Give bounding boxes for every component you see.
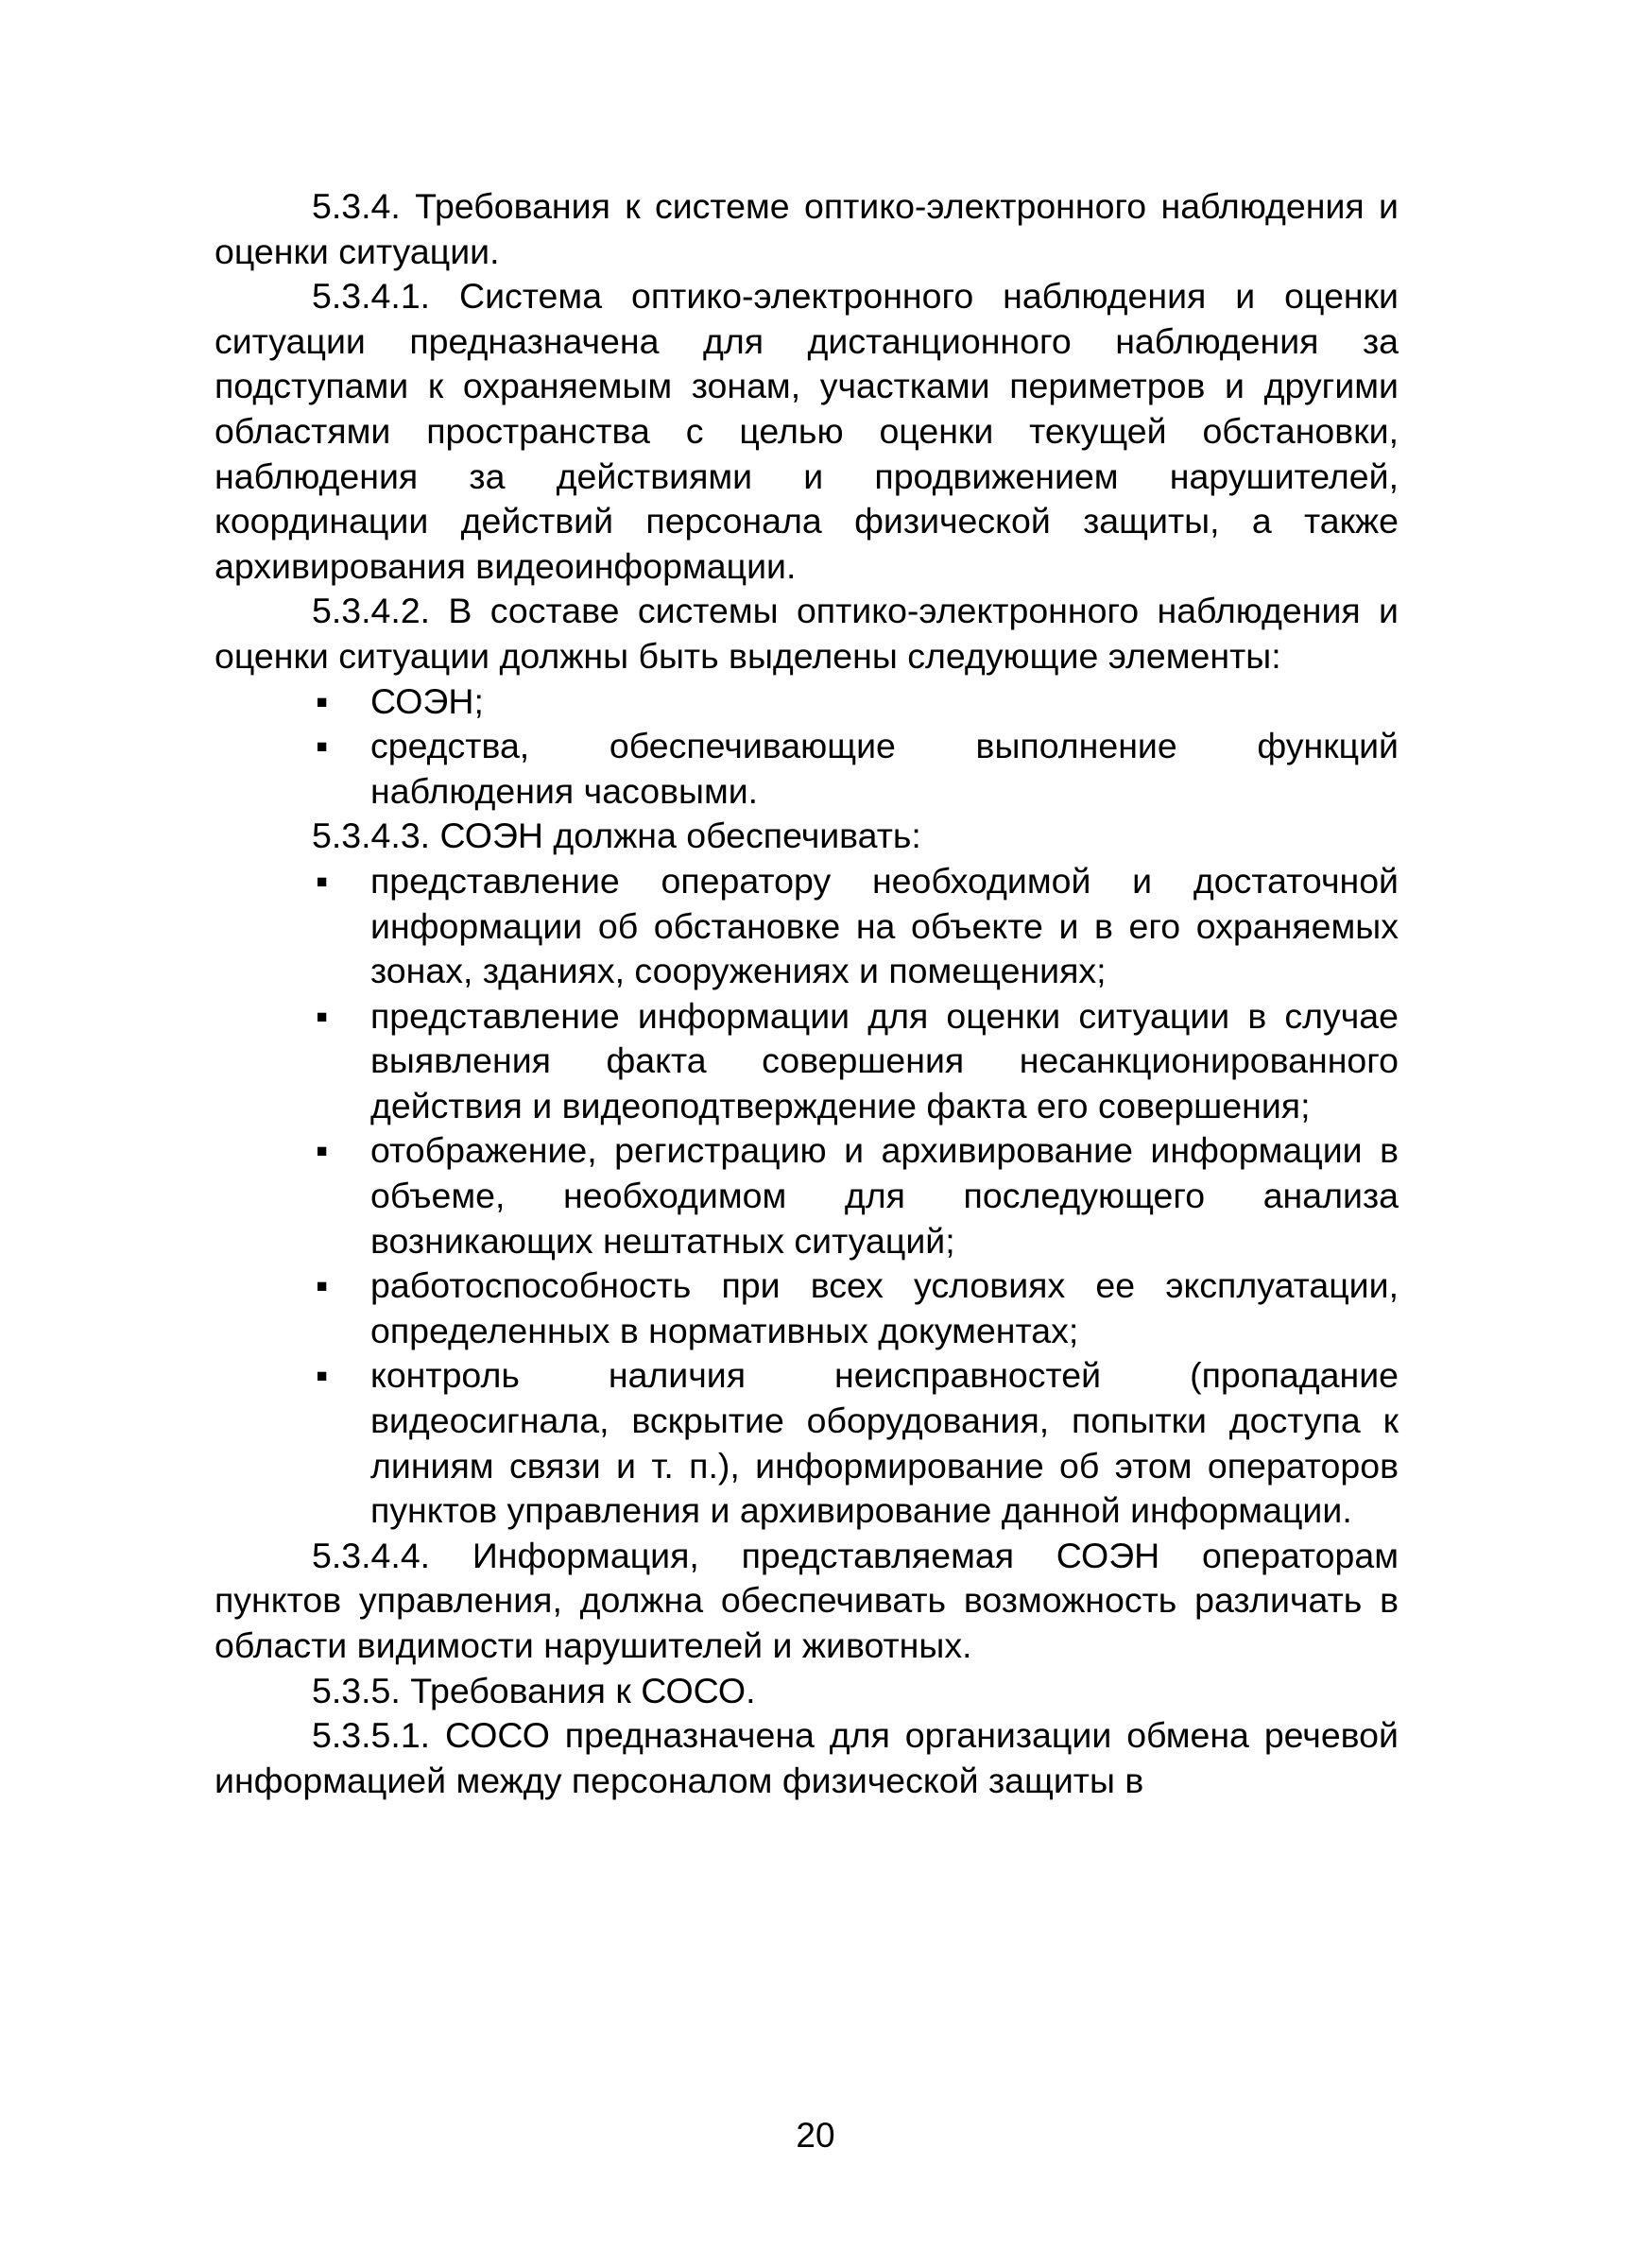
- section-heading-5-3-5: 5.3.5. Требования к СОСО.: [312, 1670, 756, 1710]
- bullet-icon: ▪: [316, 995, 329, 1036]
- paragraph-5-3-4-1: 5.3.4.1. Система оптико-электронного наблюдения и оценки ситуации предназначена для дистанционного наблюдения за подступами к охраняемым зонам, участками периметров и другими областями пространства с целью оценки текущей обстановки, наблюдения за действиями и продвижением нарушителей, координации действий персонала физической защиты, а также архивирования видеоинформации.: [215, 276, 1399, 586]
- page-number: 20: [796, 2116, 835, 2155]
- bullet-list-requirements: [215, 859, 1399, 1534]
- list-item-text: представление оператору необходимой и достаточной информации об обстановке на объекте и в его охраняемых зонах, зданиях, сооружениях и помещениях;: [370, 860, 1399, 991]
- bullet-icon: ▪: [316, 680, 329, 721]
- list-item: [316, 1353, 1399, 1533]
- list-item-text: представление информации для оценки ситуации в случае выявления факта совершения несанкционированного действия и видеоподтверждение факта его совершения;: [370, 995, 1399, 1125]
- paragraph-5-3-4-3: 5.3.4.3. СОЭН должна обеспечивать:: [312, 816, 921, 856]
- list-item: [316, 724, 1399, 814]
- document-body: [215, 184, 1399, 1803]
- bullet-icon: ▪: [316, 726, 329, 766]
- list-item-text: средства, обеспечивающие выполнение функций наблюдения часовыми.: [370, 726, 1399, 811]
- section-heading-5-3-4: 5.3.4. Требования к системе оптико-электронного наблюдения и оценки ситуации.: [215, 186, 1399, 271]
- paragraph-5-3-4-2: 5.3.4.2. В составе системы оптико-электронного наблюдения и оценки ситуации должны быть выделены следующие элементы:: [215, 591, 1399, 676]
- paragraph-5-3-5-1: 5.3.5.1. СОСО предназначена для организации обмена речевой информацией между персоналом физической защиты в: [215, 1715, 1399, 1800]
- bullet-list-elements: [215, 679, 1399, 815]
- list-item-text: СОЭН;: [370, 680, 484, 721]
- list-item: [316, 859, 1399, 994]
- list-item-text: отображение, регистрацию и архивирование информации в объеме, необходимом для последующего анализа возникающих нештатных ситуаций;: [370, 1130, 1399, 1261]
- bullet-icon: ▪: [316, 1355, 329, 1396]
- list-item: [316, 994, 1399, 1129]
- bullet-icon: ▪: [316, 1265, 329, 1306]
- list-item: [316, 679, 1399, 725]
- list-item: [316, 1263, 1399, 1353]
- bullet-icon: ▪: [316, 860, 329, 901]
- bullet-icon: ▪: [316, 1130, 329, 1171]
- list-item-text: контроль наличия неисправностей (пропадание видеосигнала, вскрытие оборудования, попытки доступа к линиям связи и т. п.), информирование об этом операторов пунктов управления и архивирование данной информации.: [370, 1355, 1399, 1531]
- paragraph-5-3-4-4: 5.3.4.4. Информация, представляемая СОЭН операторам пунктов управления, должна обеспечивать возможность различать в области видимости нарушителей и животных.: [215, 1535, 1399, 1665]
- list-item: [316, 1128, 1399, 1263]
- list-item-text: работоспособность при всех условиях ее эксплуатации, определенных в нормативных документах;: [370, 1265, 1399, 1350]
